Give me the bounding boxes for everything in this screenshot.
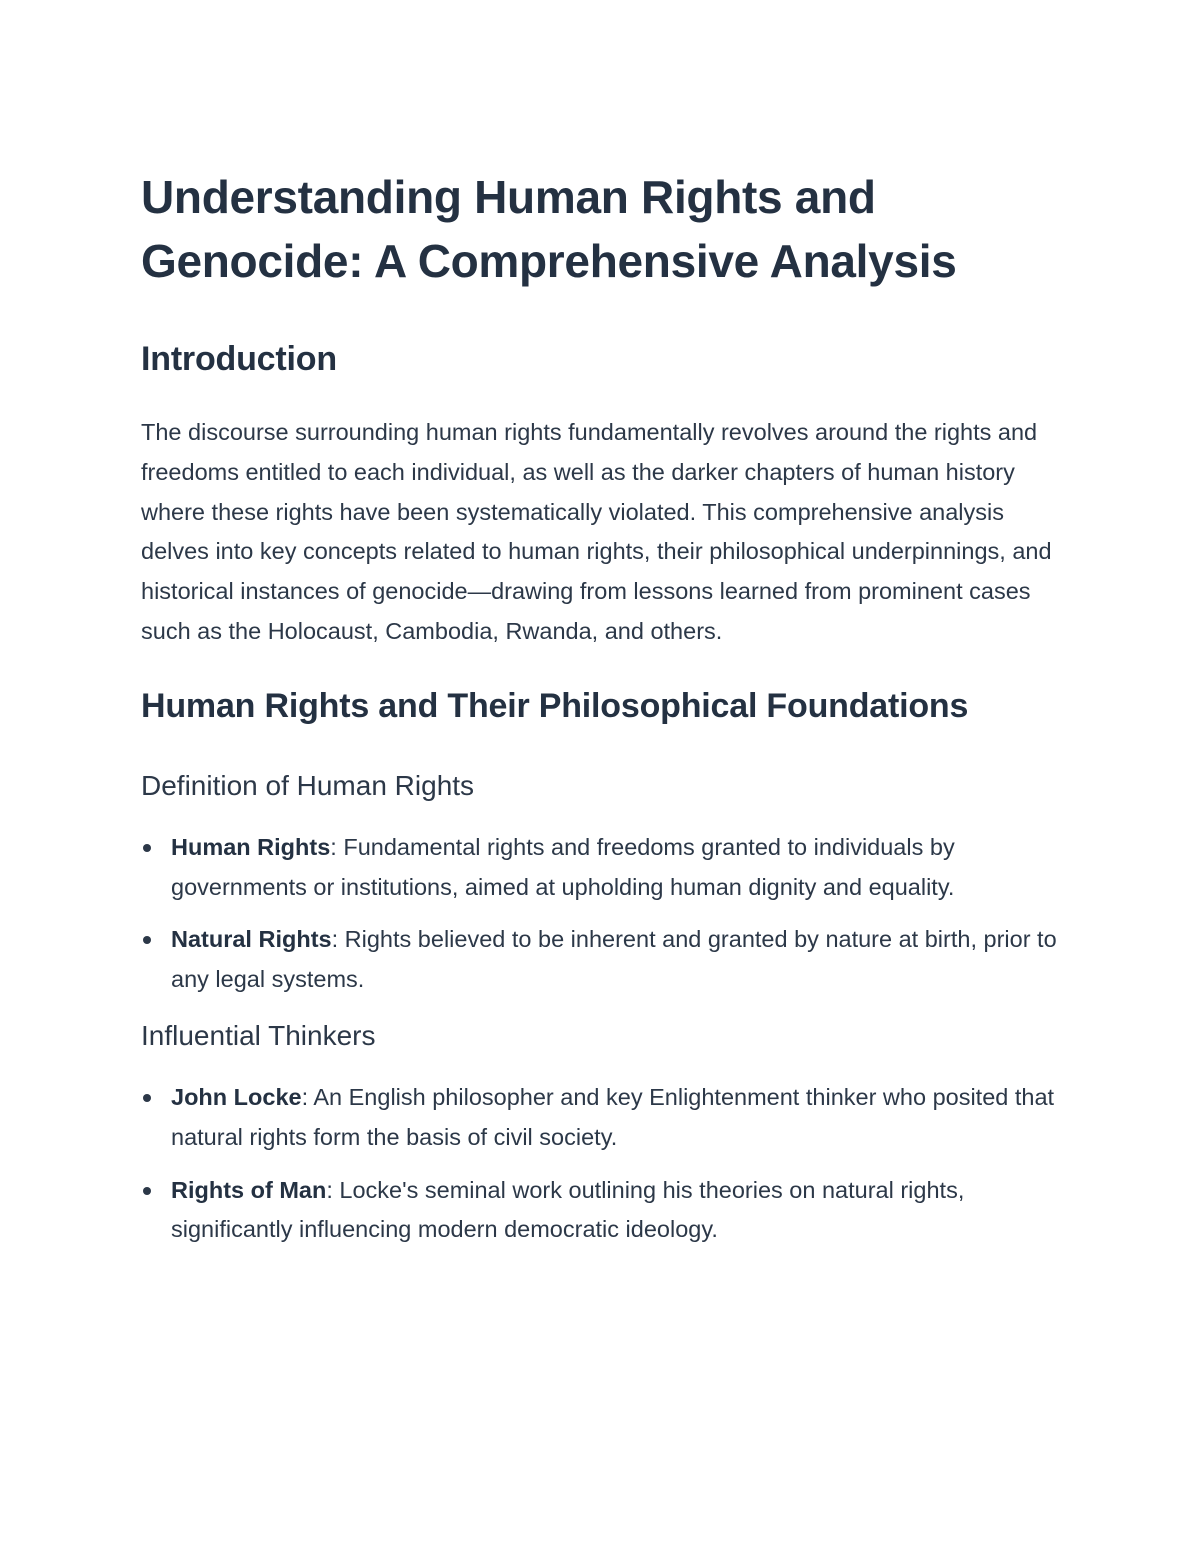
document-page	[141, 165, 1061, 1250]
list-item-description: : Fundamental rights and freedoms granted to individuals by governments or institutions, aimed at upholding human dignity and equality.	[171, 833, 955, 900]
list-item	[141, 1078, 1061, 1158]
list-item-term: Rights of Man	[171, 1176, 327, 1203]
section-heading-philosophy: Human Rights and Their Philosophical Foundations	[141, 686, 969, 725]
bullet-icon	[143, 844, 151, 852]
section-heading-introduction: Introduction	[141, 340, 337, 378]
introduction-paragraph: The discourse surrounding human rights fundamentally revolves around the rights and freedoms entitled to each individual, as well as the darker chapters of human history where these rights have been systematically violated. This comprehensive analysis delves into key concepts related to human rights, their philosophical underpinnings, and historical instances of genocide—drawing from lessons learned from prominent cases such as the Holocaust, Cambodia, Rwanda, and others.	[141, 419, 1052, 644]
definition-list	[141, 828, 1061, 1000]
list-item-term: Human Rights	[171, 833, 331, 860]
bullet-icon	[143, 1187, 151, 1195]
bullet-icon	[143, 936, 151, 944]
list-item-term: Natural Rights	[171, 926, 332, 953]
list-item-description: : Rights believed to be inherent and granted by nature at birth, prior to any legal systems.	[171, 926, 1057, 993]
list-item-description: : An English philosopher and key Enlightenment thinker who posited that natural rights form the basis of civil society.	[171, 1083, 1055, 1150]
list-item-description: : Locke's seminal work outlining his theories on natural rights, significantly influencing modern democratic ideology.	[171, 1176, 965, 1243]
document-title: Understanding Human Rights and Genocide: A Comprehensive Analysis	[141, 171, 957, 287]
subheading-definition: Definition of Human Rights	[141, 769, 475, 801]
list-item	[141, 828, 1061, 908]
subheading-thinkers: Influential Thinkers	[141, 1019, 376, 1051]
list-item-term: John Locke	[171, 1083, 302, 1110]
thinkers-list	[141, 1078, 1061, 1250]
list-item	[141, 1171, 1061, 1251]
list-item	[141, 920, 1061, 1000]
bullet-icon	[143, 1094, 151, 1102]
